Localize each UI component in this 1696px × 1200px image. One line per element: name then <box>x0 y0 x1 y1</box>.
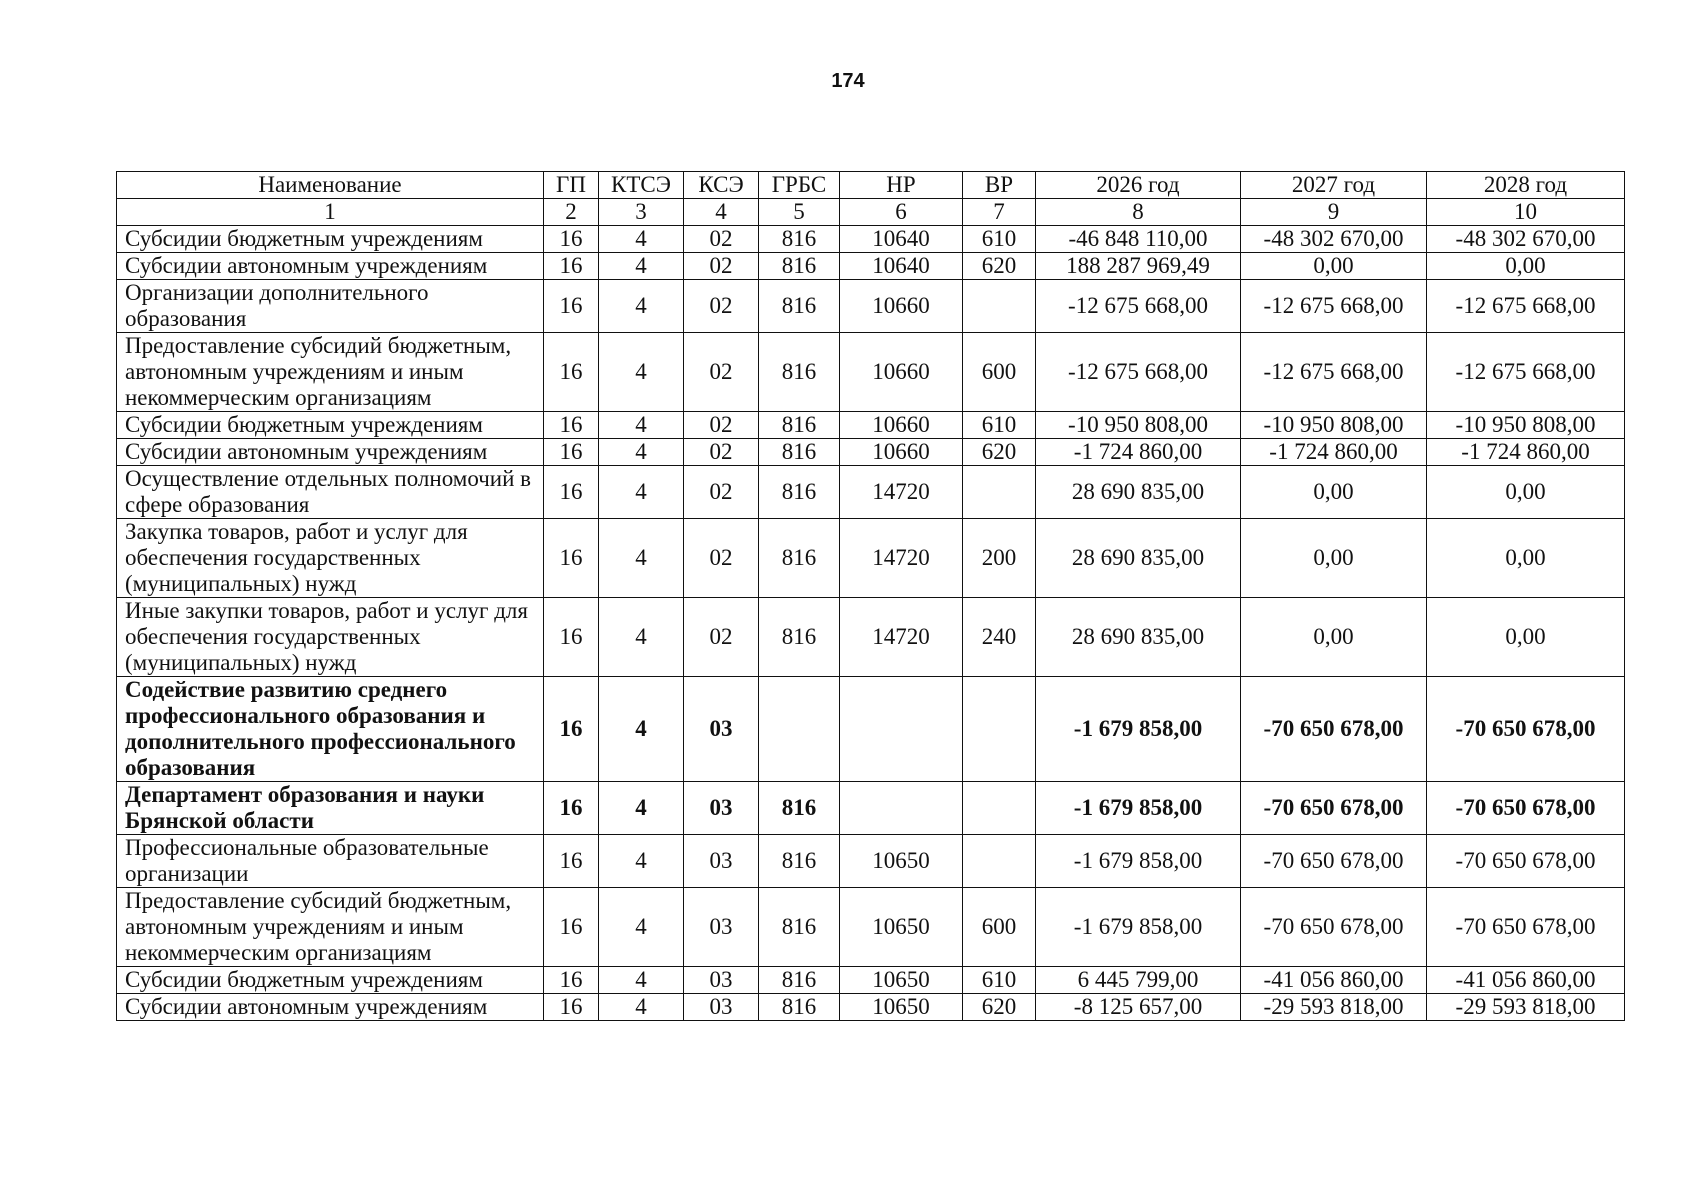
row-name-cell: Закупка товаров, работ и услуг для обеспечения государственных (муниципальных) нужд <box>117 519 544 598</box>
column-number-row <box>117 199 1625 226</box>
table-row <box>117 519 1625 598</box>
kse-cell: 02 <box>684 280 759 333</box>
gp-cell: 16 <box>544 598 599 677</box>
vr-cell: 620 <box>963 439 1036 466</box>
ktse-cell: 4 <box>599 888 684 967</box>
table-row <box>117 967 1625 994</box>
amount-2026-cell: 6 445 799,00 <box>1036 967 1241 994</box>
gp-cell: 16 <box>544 466 599 519</box>
nr-cell: 14720 <box>840 519 963 598</box>
row-name-cell: Департамент образования и науки Брянской области <box>117 782 544 835</box>
amount-2028-cell: -10 950 808,00 <box>1427 412 1625 439</box>
amount-2028-cell: -70 650 678,00 <box>1427 782 1625 835</box>
gp-cell: 16 <box>544 280 599 333</box>
vr-cell: 610 <box>963 967 1036 994</box>
column-number: 4 <box>684 199 759 226</box>
ktse-cell: 4 <box>599 967 684 994</box>
grbs-cell <box>759 677 840 782</box>
amount-2026-cell: -1 679 858,00 <box>1036 782 1241 835</box>
table-body <box>117 226 1625 1021</box>
amount-2027-cell: -70 650 678,00 <box>1241 782 1427 835</box>
header-row <box>117 172 1625 199</box>
nr-cell <box>840 782 963 835</box>
grbs-cell: 816 <box>759 466 840 519</box>
amount-2027-cell: 0,00 <box>1241 519 1427 598</box>
header-cell: ВР <box>963 172 1036 199</box>
vr-cell: 610 <box>963 412 1036 439</box>
page-number: 174 <box>831 70 865 92</box>
kse-cell: 03 <box>684 782 759 835</box>
column-number: 2 <box>544 199 599 226</box>
header-cell: Наименование <box>117 172 544 199</box>
table-row <box>117 253 1625 280</box>
amount-2028-cell: -70 650 678,00 <box>1427 835 1625 888</box>
column-number: 5 <box>759 199 840 226</box>
budget-table <box>116 171 1625 1021</box>
row-name-cell: Субсидии автономным учреждениям <box>117 994 544 1021</box>
grbs-cell: 816 <box>759 519 840 598</box>
amount-2027-cell: -10 950 808,00 <box>1241 412 1427 439</box>
row-name-cell: Содействие развитию среднего профессионального образования и дополнительного профессионального образования <box>117 677 544 782</box>
nr-cell: 10660 <box>840 333 963 412</box>
column-number: 7 <box>963 199 1036 226</box>
kse-cell: 02 <box>684 439 759 466</box>
vr-cell <box>963 677 1036 782</box>
amount-2028-cell: -70 650 678,00 <box>1427 888 1625 967</box>
grbs-cell: 816 <box>759 253 840 280</box>
column-number: 1 <box>117 199 544 226</box>
header-cell: 2026 год <box>1036 172 1241 199</box>
amount-2028-cell: -48 302 670,00 <box>1427 226 1625 253</box>
amount-2028-cell: 0,00 <box>1427 466 1625 519</box>
column-number: 6 <box>840 199 963 226</box>
ktse-cell: 4 <box>599 677 684 782</box>
kse-cell: 02 <box>684 598 759 677</box>
amount-2027-cell: -70 650 678,00 <box>1241 677 1427 782</box>
ktse-cell: 4 <box>599 782 684 835</box>
vr-cell <box>963 280 1036 333</box>
ktse-cell: 4 <box>599 466 684 519</box>
vr-cell <box>963 466 1036 519</box>
gp-cell: 16 <box>544 835 599 888</box>
amount-2026-cell: 28 690 835,00 <box>1036 519 1241 598</box>
amount-2028-cell: 0,00 <box>1427 519 1625 598</box>
amount-2026-cell: -1 679 858,00 <box>1036 677 1241 782</box>
table-row <box>117 994 1625 1021</box>
kse-cell: 02 <box>684 253 759 280</box>
row-name-cell: Предоставление субсидий бюджетным, автономным учреждениям и иным некоммерческим организациям <box>117 333 544 412</box>
nr-cell: 10640 <box>840 253 963 280</box>
nr-cell: 10660 <box>840 280 963 333</box>
amount-2026-cell: 188 287 969,49 <box>1036 253 1241 280</box>
gp-cell: 16 <box>544 782 599 835</box>
amount-2027-cell: 0,00 <box>1241 466 1427 519</box>
amount-2026-cell: -1 679 858,00 <box>1036 888 1241 967</box>
kse-cell: 02 <box>684 412 759 439</box>
kse-cell: 03 <box>684 994 759 1021</box>
amount-2028-cell: -12 675 668,00 <box>1427 333 1625 412</box>
header-cell: ГП <box>544 172 599 199</box>
header-cell: КСЭ <box>684 172 759 199</box>
amount-2028-cell: -1 724 860,00 <box>1427 439 1625 466</box>
table-row <box>117 333 1625 412</box>
gp-cell: 16 <box>544 677 599 782</box>
ktse-cell: 4 <box>599 439 684 466</box>
row-name-cell: Предоставление субсидий бюджетным, автономным учреждениям и иным некоммерческим организациям <box>117 888 544 967</box>
column-number: 9 <box>1241 199 1427 226</box>
vr-cell: 240 <box>963 598 1036 677</box>
ktse-cell: 4 <box>599 226 684 253</box>
vr-cell: 620 <box>963 253 1036 280</box>
vr-cell: 200 <box>963 519 1036 598</box>
table-row <box>117 835 1625 888</box>
grbs-cell: 816 <box>759 412 840 439</box>
row-name-cell: Субсидии бюджетным учреждениям <box>117 967 544 994</box>
amount-2027-cell: 0,00 <box>1241 598 1427 677</box>
nr-cell: 10650 <box>840 888 963 967</box>
row-name-cell: Субсидии автономным учреждениям <box>117 253 544 280</box>
amount-2028-cell: 0,00 <box>1427 598 1625 677</box>
nr-cell: 10650 <box>840 967 963 994</box>
amount-2026-cell: 28 690 835,00 <box>1036 598 1241 677</box>
row-name-cell: Субсидии бюджетным учреждениям <box>117 412 544 439</box>
gp-cell: 16 <box>544 253 599 280</box>
column-number: 3 <box>599 199 684 226</box>
row-name-cell: Осуществление отдельных полномочий в сфере образования <box>117 466 544 519</box>
grbs-cell: 816 <box>759 967 840 994</box>
nr-cell: 10660 <box>840 412 963 439</box>
column-number: 10 <box>1427 199 1625 226</box>
amount-2028-cell: -12 675 668,00 <box>1427 280 1625 333</box>
gp-cell: 16 <box>544 994 599 1021</box>
gp-cell: 16 <box>544 226 599 253</box>
row-name-cell: Субсидии автономным учреждениям <box>117 439 544 466</box>
kse-cell: 03 <box>684 835 759 888</box>
vr-cell <box>963 835 1036 888</box>
grbs-cell: 816 <box>759 439 840 466</box>
gp-cell: 16 <box>544 333 599 412</box>
table-row <box>117 782 1625 835</box>
amount-2028-cell: 0,00 <box>1427 253 1625 280</box>
grbs-cell: 816 <box>759 333 840 412</box>
row-name-cell: Организации дополнительного образования <box>117 280 544 333</box>
ktse-cell: 4 <box>599 519 684 598</box>
gp-cell: 16 <box>544 967 599 994</box>
grbs-cell: 816 <box>759 835 840 888</box>
table-row <box>117 280 1625 333</box>
ktse-cell: 4 <box>599 412 684 439</box>
vr-cell: 610 <box>963 226 1036 253</box>
nr-cell <box>840 677 963 782</box>
vr-cell: 600 <box>963 333 1036 412</box>
ktse-cell: 4 <box>599 253 684 280</box>
ktse-cell: 4 <box>599 598 684 677</box>
header-cell: 2028 год <box>1427 172 1625 199</box>
header-cell: КТСЭ <box>599 172 684 199</box>
ktse-cell: 4 <box>599 280 684 333</box>
amount-2027-cell: -29 593 818,00 <box>1241 994 1427 1021</box>
grbs-cell: 816 <box>759 994 840 1021</box>
gp-cell: 16 <box>544 412 599 439</box>
vr-cell: 600 <box>963 888 1036 967</box>
amount-2026-cell: -12 675 668,00 <box>1036 280 1241 333</box>
gp-cell: 16 <box>544 519 599 598</box>
table-row <box>117 677 1625 782</box>
amount-2026-cell: -12 675 668,00 <box>1036 333 1241 412</box>
nr-cell: 10660 <box>840 439 963 466</box>
grbs-cell: 816 <box>759 280 840 333</box>
header-cell: ГРБС <box>759 172 840 199</box>
grbs-cell: 816 <box>759 598 840 677</box>
kse-cell: 03 <box>684 967 759 994</box>
nr-cell: 10650 <box>840 994 963 1021</box>
table-row <box>117 226 1625 253</box>
header-cell: НР <box>840 172 963 199</box>
amount-2026-cell: -1 724 860,00 <box>1036 439 1241 466</box>
amount-2027-cell: -48 302 670,00 <box>1241 226 1427 253</box>
amount-2027-cell: -70 650 678,00 <box>1241 835 1427 888</box>
amount-2027-cell: -70 650 678,00 <box>1241 888 1427 967</box>
ktse-cell: 4 <box>599 994 684 1021</box>
grbs-cell: 816 <box>759 226 840 253</box>
nr-cell: 10640 <box>840 226 963 253</box>
row-name-cell: Иные закупки товаров, работ и услуг для обеспечения государственных (муниципальных) нужд <box>117 598 544 677</box>
kse-cell: 02 <box>684 466 759 519</box>
row-name-cell: Профессиональные образовательные организации <box>117 835 544 888</box>
kse-cell: 02 <box>684 333 759 412</box>
ktse-cell: 4 <box>599 835 684 888</box>
gp-cell: 16 <box>544 439 599 466</box>
table-row <box>117 888 1625 967</box>
table-row <box>117 439 1625 466</box>
table-row <box>117 598 1625 677</box>
vr-cell <box>963 782 1036 835</box>
amount-2028-cell: -29 593 818,00 <box>1427 994 1625 1021</box>
vr-cell: 620 <box>963 994 1036 1021</box>
amount-2027-cell: -1 724 860,00 <box>1241 439 1427 466</box>
table-header <box>117 172 1625 226</box>
amount-2027-cell: 0,00 <box>1241 253 1427 280</box>
grbs-cell: 816 <box>759 782 840 835</box>
kse-cell: 03 <box>684 677 759 782</box>
amount-2027-cell: -12 675 668,00 <box>1241 280 1427 333</box>
amount-2028-cell: -41 056 860,00 <box>1427 967 1625 994</box>
nr-cell: 14720 <box>840 466 963 519</box>
nr-cell: 14720 <box>840 598 963 677</box>
amount-2026-cell: -10 950 808,00 <box>1036 412 1241 439</box>
nr-cell: 10650 <box>840 835 963 888</box>
amount-2026-cell: 28 690 835,00 <box>1036 466 1241 519</box>
kse-cell: 02 <box>684 226 759 253</box>
column-number: 8 <box>1036 199 1241 226</box>
table-row <box>117 466 1625 519</box>
header-cell: 2027 год <box>1241 172 1427 199</box>
amount-2026-cell: -1 679 858,00 <box>1036 835 1241 888</box>
kse-cell: 02 <box>684 519 759 598</box>
gp-cell: 16 <box>544 888 599 967</box>
amount-2026-cell: -46 848 110,00 <box>1036 226 1241 253</box>
row-name-cell: Субсидии бюджетным учреждениям <box>117 226 544 253</box>
amount-2027-cell: -12 675 668,00 <box>1241 333 1427 412</box>
kse-cell: 03 <box>684 888 759 967</box>
amount-2026-cell: -8 125 657,00 <box>1036 994 1241 1021</box>
table-row <box>117 412 1625 439</box>
amount-2027-cell: -41 056 860,00 <box>1241 967 1427 994</box>
ktse-cell: 4 <box>599 333 684 412</box>
amount-2028-cell: -70 650 678,00 <box>1427 677 1625 782</box>
grbs-cell: 816 <box>759 888 840 967</box>
